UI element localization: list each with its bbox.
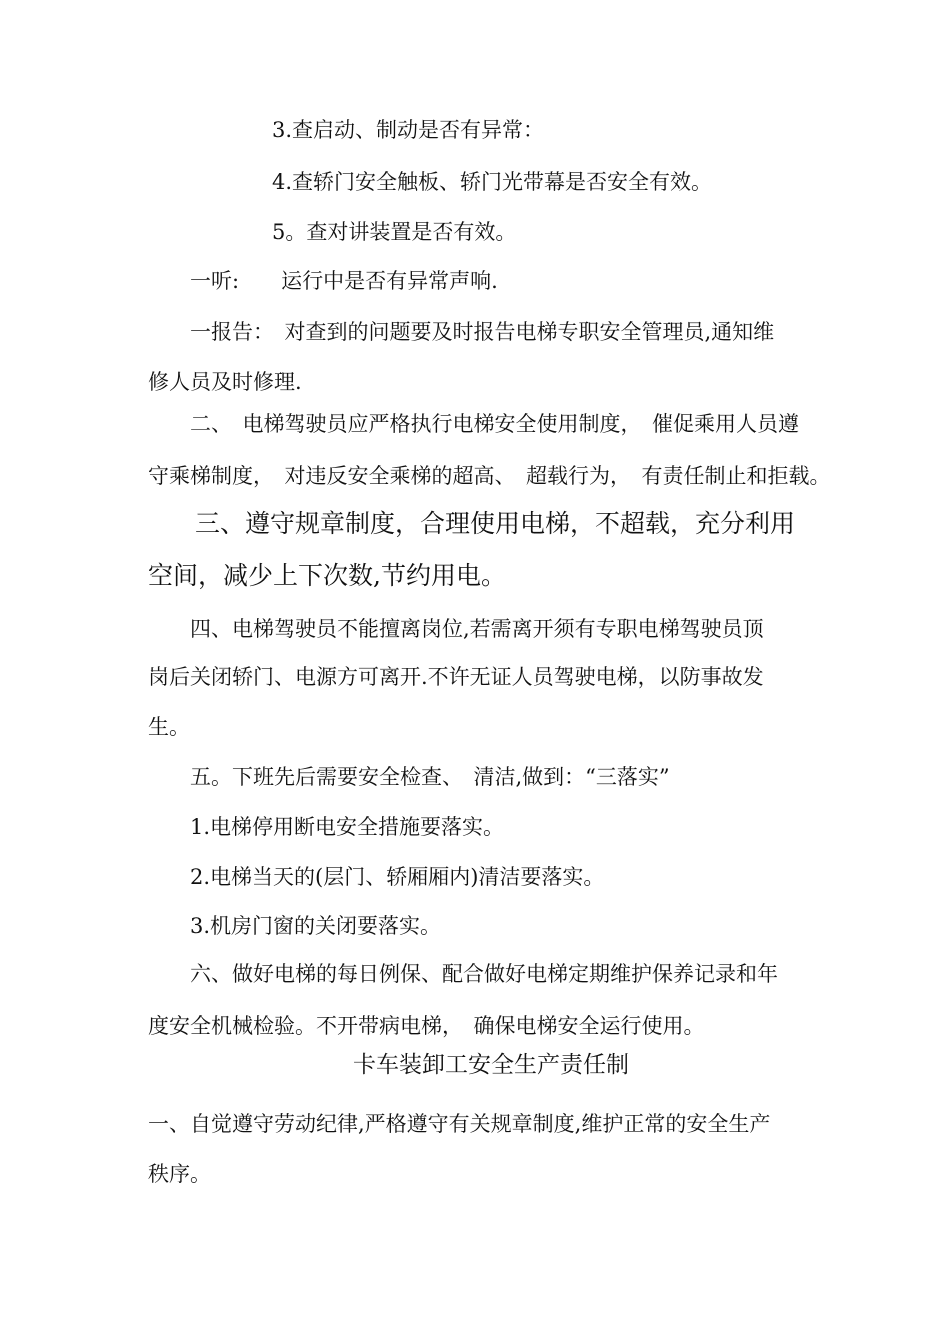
- listen-line: 一听: 运行中是否有异常声响.: [190, 269, 498, 293]
- item2-line-2: 守乘梯制度， 对违反安全乘梯的超高、 超载行为， 有责任制止和拒载。: [148, 464, 831, 488]
- item4-line-3: 生。: [148, 715, 190, 739]
- truck-item1-line-1: 一、自觉遵守劳动纪律,严格遵守有关规章制度,维护正常的安全生产: [148, 1112, 771, 1136]
- item5-sub-2: 2.电梯当天的(层门、轿厢厢内)清洁要落实。: [190, 865, 605, 889]
- item2-line-1: 二、 电梯驾驶员应严格执行电梯安全使用制度， 催促乘用人员遵: [190, 412, 799, 436]
- item3-line-1: 三、遵守规章制度，合理使用电梯，不超载，充分利用: [195, 509, 796, 538]
- report-line-1: 一报告： 对查到的问题要及时报告电梯专职安全管理员,通知维: [190, 320, 775, 344]
- item4-line-1: 四、电梯驾驶员不能擅离岗位,若需离开须有专职电梯驾驶员顶: [190, 617, 764, 641]
- item6-line-2: 度安全机械检验。不开带病电梯， 确保电梯安全运行使用。: [148, 1014, 705, 1038]
- report-line-2: 修人员及时修理.: [148, 370, 302, 394]
- check-item-5: 5。查对讲装置是否有效。: [272, 220, 517, 244]
- truck-item1-line-2: 秩序。: [148, 1162, 211, 1186]
- section-title: 卡车装卸工安全生产责任制: [353, 1052, 629, 1078]
- item5-sub-1: 1.电梯停用断电安全措施要落实。: [190, 815, 505, 839]
- check-item-3: 3.查启动、制动是否有异常：: [272, 118, 545, 142]
- item3-line-2: 空间，减少上下次数,节约用电。: [148, 561, 506, 590]
- item6-line-1: 六、做好电梯的每日例保、配合做好电梯定期维护保养记录和年: [190, 962, 778, 986]
- item4-line-2: 岗后关闭轿门、电源方可离开.不许无证人员驾驶电梯，以防事故发: [148, 665, 764, 689]
- check-item-4: 4.查轿门安全触板、轿门光带幕是否安全有效。: [272, 170, 713, 194]
- item5-sub-3: 3.机房门窗的关闭要落实。: [190, 914, 442, 938]
- item5-heading: 五。下班先后需要安全检查、 清洁,做到：“三落实”: [190, 765, 670, 789]
